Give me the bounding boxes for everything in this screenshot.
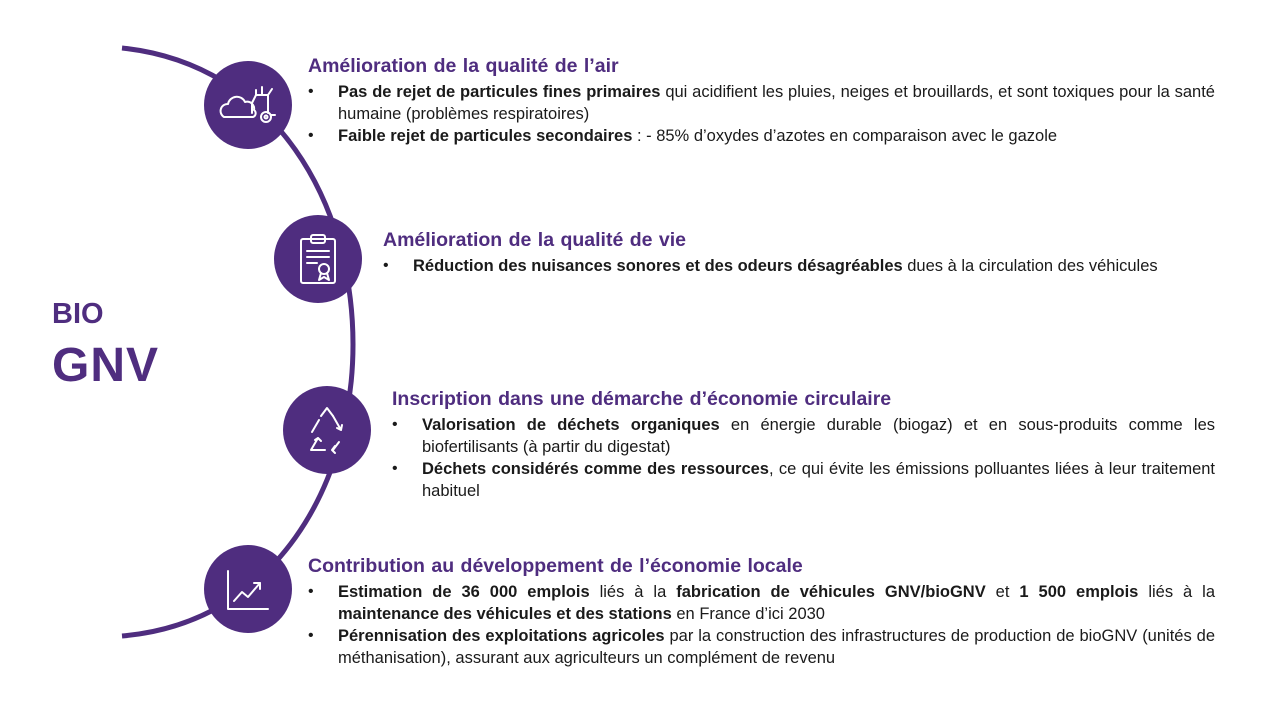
car-pollution-icon: [216, 73, 280, 137]
bullet-bold-text: Pérennisation des exploitations agricoles: [338, 627, 665, 645]
bullet-bold-text: Valorisation de déchets organiques: [422, 416, 720, 434]
bullet-item: [308, 581, 1215, 625]
bullet-text: liés à la: [589, 583, 677, 601]
bullet-text: qui acidifient les pluies, neiges et brouillards, et sont toxiques pour la santé humaine (problèmes respiratoires): [338, 83, 1215, 123]
bullet-bold-text: Estimation de 36 000 emplois: [338, 583, 590, 601]
recycle-icon-circle: [283, 386, 371, 474]
section-circular-economy: [392, 388, 1215, 502]
car-pollution-icon-circle: [204, 61, 292, 149]
bullet-text: par la construction des infrastructures de production de bioGNV (unités de méthanisation), assurant aux agriculteurs un complément de revenu: [338, 627, 1215, 667]
section-title: Amélioration de la qualité de l’air: [308, 55, 619, 77]
bullet-list: [383, 255, 1206, 277]
certificate-clipboard-icon: [286, 227, 350, 291]
section-air-quality: [308, 55, 1215, 147]
bullet-item: [308, 125, 1215, 147]
bullet-list: [392, 414, 1215, 502]
section-title: Inscription dans une démarche d’économie circulaire: [392, 388, 892, 410]
bullet-text: liés à la: [1138, 583, 1216, 601]
section-local-economy: [308, 555, 1215, 669]
bullet-bold-text: Déchets considérés comme des ressources: [422, 460, 769, 478]
bullet-item: [392, 458, 1215, 502]
section-title: Amélioration de la qualité de vie: [383, 229, 686, 251]
growth-chart-icon: [216, 557, 280, 621]
bullet-item: [383, 255, 1206, 277]
bullet-text: , ce qui évite les émissions polluantes liées à leur traitement habituel: [422, 460, 1216, 500]
section-title: Contribution au développement de l’économie locale: [308, 555, 803, 577]
bullet-list: [308, 81, 1215, 147]
brand-bio: BIO: [52, 298, 104, 330]
recycle-icon: [295, 398, 359, 462]
bullet-bold-text: Faible rejet de particules secondaires: [338, 127, 633, 145]
growth-chart-icon-circle: [204, 545, 292, 633]
bullet-item: [308, 81, 1215, 125]
bullet-text: : - 85% d’oxydes d’azotes en comparaison avec le gazole: [632, 127, 1058, 145]
bullet-bold-text: 1 500 emplois: [1019, 583, 1139, 601]
bullet-text: dues à la circulation des véhicules: [902, 257, 1158, 275]
bullet-text: en énergie durable (biogaz) et en sous-produits comme les biofertilisants (à partir du digestat): [422, 416, 1216, 456]
bullet-bold-text: Réduction des nuisances sonores et des odeurs désagréables: [413, 257, 903, 275]
bullet-list: [308, 581, 1215, 669]
brand-gnv: GNV: [52, 339, 160, 392]
bullet-text: en France d’ici 2030: [671, 605, 825, 623]
bullet-item: [392, 414, 1215, 458]
bullet-bold-text: maintenance des véhicules et des stations: [338, 605, 672, 623]
bullet-item: [308, 625, 1215, 669]
bullet-text: et: [985, 583, 1020, 601]
bullet-bold-text: fabrication de véhicules GNV/bioGNV: [676, 583, 986, 601]
section-quality-of-life: [383, 229, 1206, 277]
certificate-icon-circle: [274, 215, 362, 303]
bullet-bold-text: Pas de rejet de particules fines primaires: [338, 83, 661, 101]
